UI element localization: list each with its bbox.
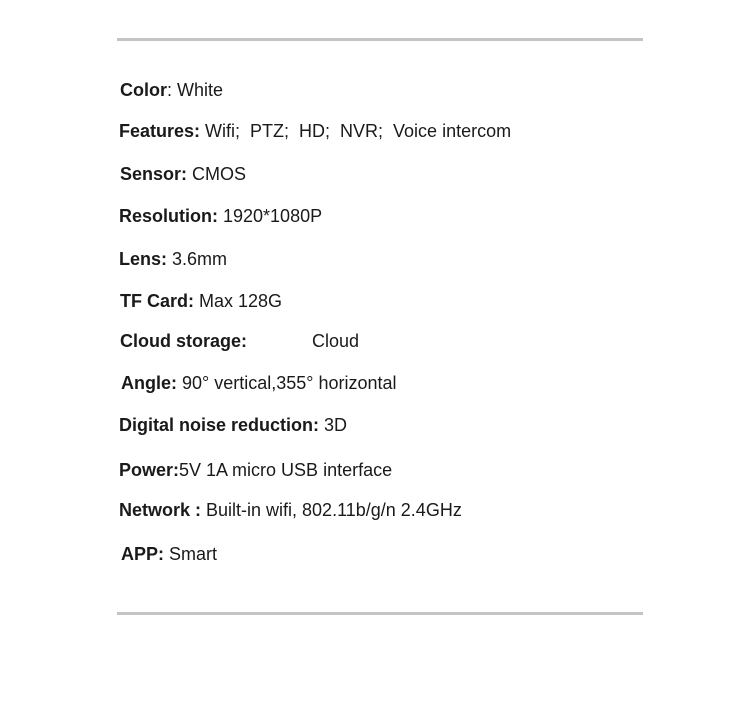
spec-network-key: Network : [119, 500, 202, 520]
spec-features-key: Features: [119, 121, 201, 141]
spec-cloud-storage-key: Cloud storage: [120, 331, 248, 351]
spec-tf-card [120, 291, 282, 311]
spec-cloud-storage-value: Cloud [247, 331, 360, 351]
spec-sensor [120, 164, 246, 184]
spec-power-key: Power: [119, 460, 180, 480]
spec-lens [119, 249, 227, 269]
spec-app-value: Smart [164, 544, 218, 564]
spec-app [121, 544, 217, 564]
spec-resolution-value: 1920*1080P [218, 206, 323, 226]
spec-lens-key: Lens: [119, 249, 168, 269]
spec-angle-value: 90° vertical,355° horizontal [177, 373, 397, 393]
bottom-divider [117, 612, 643, 615]
spec-color-key: Color [120, 80, 167, 100]
spec-resolution [119, 206, 322, 226]
spec-noise-reduction-key: Digital noise reduction: [119, 415, 320, 435]
spec-power [119, 460, 392, 480]
spec-resolution-key: Resolution: [119, 206, 218, 226]
spec-noise-reduction-value: 3D [319, 415, 348, 435]
spec-angle [121, 373, 397, 393]
spec-app-key: APP: [121, 544, 165, 564]
spec-color-value: : White [167, 80, 224, 100]
top-divider [117, 38, 643, 41]
spec-color [120, 80, 223, 100]
spec-network-value: Built-in wifi, 802.11b/g/n 2.4GHz [201, 500, 462, 520]
spec-sensor-value: CMOS [187, 164, 247, 184]
spec-noise-reduction [119, 415, 347, 435]
spec-tf-card-value: Max 128G [194, 291, 283, 311]
spec-cloud-storage [120, 331, 359, 351]
spec-features [119, 121, 511, 141]
spec-sensor-key: Sensor: [120, 164, 188, 184]
spec-lens-value: 3.6mm [167, 249, 228, 269]
spec-angle-key: Angle: [121, 373, 177, 393]
spec-tf-card-key: TF Card: [120, 291, 194, 311]
spec-features-value: Wifi; PTZ; HD; NVR; Voice intercom [200, 121, 512, 141]
spec-power-value: 5V 1A micro USB interface [179, 460, 393, 480]
spec-network [119, 500, 462, 520]
